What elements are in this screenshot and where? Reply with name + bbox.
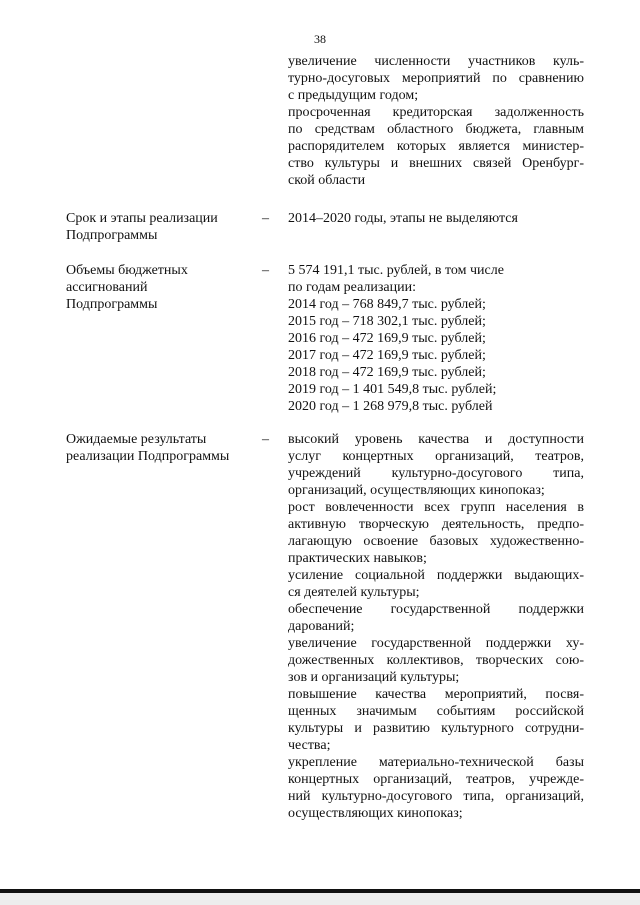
text-line: осуществляющих кинопоказ; xyxy=(288,806,463,821)
text-line: организаций, осуществляющих кинопоказ; xyxy=(288,483,545,498)
text-line: 2014–2020 годы, этапы не выделяются xyxy=(288,211,518,226)
text-line: ство культуры и внешних связей Оренбург- xyxy=(288,156,584,171)
text-line: ний культурно-досугового типа, организаций, xyxy=(288,789,584,804)
text-line: щенных значимым событиям российской xyxy=(288,704,584,719)
text-line: активную творческую деятельность, предпо- xyxy=(288,517,584,532)
text-line: рост вовлеченности всех групп населения в xyxy=(288,500,584,515)
label-line: Ожидаемые результаты xyxy=(66,432,207,447)
text-line: с предыдущим годом; xyxy=(288,88,419,103)
text-line: культуры и развитию культурного сотрудни- xyxy=(288,721,584,736)
text-line: ся деятелей культуры; xyxy=(288,585,420,600)
text-line: 2017 год – 472 169,9 тыс. рублей; xyxy=(288,348,486,363)
row-dash: – xyxy=(262,432,269,447)
text-line: услуг концертных организаций, театров, xyxy=(288,449,584,464)
label-line: Срок и этапы реализации xyxy=(66,211,218,226)
text-line: распорядителем которых является министер- xyxy=(288,139,584,154)
text-line: обеспечение государственной поддержки xyxy=(288,602,584,617)
bottom-scan-margin xyxy=(0,893,640,905)
text-line: концертных организаций, театров, учрежде- xyxy=(288,772,584,787)
text-line: увеличение численности участников куль- xyxy=(288,54,584,69)
text-line: 5 574 191,1 тыс. рублей, в том числе xyxy=(288,263,504,278)
text-line: учреждений культурно-досугового типа, xyxy=(288,466,584,481)
text-line: практических навыков; xyxy=(288,551,427,566)
page-number: 38 xyxy=(314,32,326,46)
text-line: по средствам областного бюджета, главным xyxy=(288,122,584,137)
row-dash: – xyxy=(262,211,269,226)
text-line: 2019 год – 1 401 549,8 тыс. рублей; xyxy=(288,382,497,397)
text-line: 2015 год – 718 302,1 тыс. рублей; xyxy=(288,314,486,329)
label-line: Подпрограммы xyxy=(66,228,158,243)
row-label-term xyxy=(66,210,256,244)
row-label-results xyxy=(66,431,256,465)
label-line: Подпрограммы xyxy=(66,297,158,312)
label-line: реализации Подпрограммы xyxy=(66,449,230,464)
top-continuation-text xyxy=(288,53,584,189)
row-value-results xyxy=(288,431,584,822)
label-line: ассигнований xyxy=(66,280,148,295)
text-line: высокий уровень качества и доступности xyxy=(288,432,584,447)
text-line: чества; xyxy=(288,738,331,753)
text-line: просроченная кредиторская задолженность xyxy=(288,105,584,120)
text-line: 2016 год – 472 169,9 тыс. рублей; xyxy=(288,331,486,346)
text-line: повышение качества мероприятий, посвя- xyxy=(288,687,584,702)
row-value-budget xyxy=(288,262,584,415)
text-line: лагающую освоение базовых художественно- xyxy=(288,534,584,549)
row-dash: – xyxy=(262,263,269,278)
text-line: дарований; xyxy=(288,619,355,634)
row-label-budget xyxy=(66,262,256,313)
row-value-term xyxy=(288,210,584,227)
text-line: ской области xyxy=(288,173,366,188)
text-line: усиление социальной поддержки выдающих- xyxy=(288,568,584,583)
text-line: турно-досуговых мероприятий по сравнению xyxy=(288,71,584,86)
text-line: укрепление материально-технической базы xyxy=(288,755,584,770)
text-line: дожественных коллективов, творческих сою- xyxy=(288,653,584,668)
text-line: 2014 год – 768 849,7 тыс. рублей; xyxy=(288,297,486,312)
text-line: 2020 год – 1 268 979,8 тыс. рублей xyxy=(288,399,493,414)
text-line: увеличение государственной поддержки ху- xyxy=(288,636,584,651)
label-line: Объемы бюджетных xyxy=(66,263,188,278)
text-line: 2018 год – 472 169,9 тыс. рублей; xyxy=(288,365,486,380)
text-line: зов и организаций культуры; xyxy=(288,670,460,685)
text-line: по годам реализации: xyxy=(288,280,416,295)
